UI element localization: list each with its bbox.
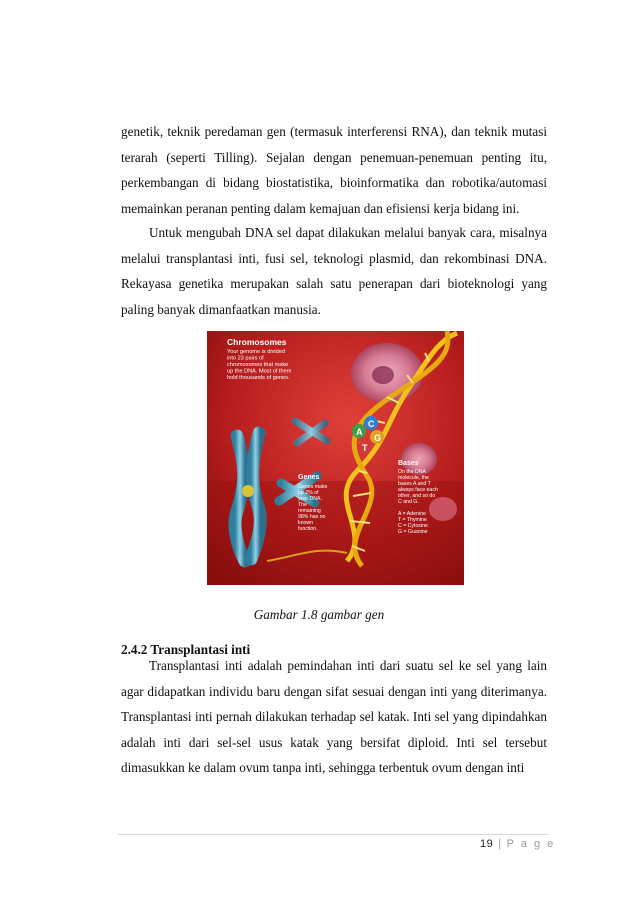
chromosomes-text-line: hold thousands of genes.: [227, 375, 290, 381]
genes-text-line: your DNA.: [298, 496, 322, 502]
page-number: 19: [480, 838, 494, 850]
genes-text-line: function.: [298, 526, 318, 532]
footer-separator: |: [498, 838, 502, 850]
chromosomes-title: Chromosomes: [227, 337, 287, 347]
bases-legend-line: T = Thymine: [398, 517, 427, 523]
paragraph-dna-methods: [121, 220, 547, 322]
paragraph-dna-methods-text: Untuk mengubah DNA sel dapat dilakukan melalui banyak cara, misalnya melalui transplantasi inti, fusi sel, teknologi plasmid, dan rekombinasi DNA. Rekayasa genetika merupakan salah satu penerapan dari bioteknologi yang paling banyak dimanfaatkan manusia.: [121, 225, 547, 317]
chromosomes-text-line: up the DNA. Most of them: [227, 368, 292, 375]
base-a-letter: A: [356, 427, 363, 437]
bases-title: Bases: [398, 460, 419, 467]
chromosomes-text-line: chromosomes that make: [227, 362, 289, 368]
base-t-letter: T: [362, 443, 368, 453]
chromosomes-text-line: Your genome is divided: [227, 349, 285, 355]
paragraph-intro: genetik, teknik peredaman gen (termasuk interferensi RNA), dan teknik mutasi terarah (seperti Tilling). Sejalan dengan penemuan-penemuan penting itu, perkembangan di bidang biostatistika, bioinformatika dan robotika/automasi memainkan peranan penting dalam kemajuan dan efisiensi kerja bidang ini.: [121, 124, 547, 216]
figure-caption: Gambar 1.8 gambar gen: [253, 607, 385, 622]
genes-text-line: remaining: [298, 508, 321, 514]
genes-text-line: up 2% of: [298, 490, 319, 496]
section-heading: 2.4.2 Transplantasi inti: [121, 642, 251, 657]
base-g-letter: G: [374, 433, 382, 443]
bases-legend-line: A = Adenine: [398, 511, 426, 517]
genes-title: Genes: [298, 474, 320, 481]
genes-text-line: 98% has no: [298, 514, 326, 520]
genes-text-line: The: [298, 502, 307, 508]
bases-legend-line: G = Guanine: [398, 529, 428, 535]
bases-text-line: other, and so do: [398, 493, 436, 499]
bases-text-line: always face each: [398, 487, 438, 493]
bases-text-line: molecule, the: [398, 475, 429, 481]
gene-illustration: [207, 331, 464, 585]
bases-text-line: bases A and T: [398, 481, 431, 487]
footer-divider: [118, 834, 548, 835]
paragraph-transplantation-text: Transplantasi inti adalah pemindahan inti dari suatu sel ke sel yang lain agar didapatkan individu baru dengan sifat sesuai dengan inti yang diterimanya. Transplantasi inti pernah dilakukan terhadap sel katak. Inti sel yang dipindahkan adalah inti dari sel-sel usus katak yang bersifat diploid. Inti sel tersebut dimasukkan ke dalam ovum tanpa inti, sehingga terbentuk ovum dengan inti: [121, 658, 547, 775]
genes-text-line: known: [298, 520, 313, 526]
base-c-letter: C: [368, 419, 375, 429]
gene-figure: [207, 331, 464, 585]
genes-text-line: Genes make: [298, 484, 328, 490]
bases-text-line: On the DNA: [398, 469, 426, 475]
bases-text-line: C and G.: [398, 499, 419, 505]
page-label: P a g e: [506, 838, 556, 850]
page-footer: [480, 838, 555, 850]
paragraph-transplantation: [121, 653, 547, 781]
bases-legend-line: C = Cytosine: [398, 523, 428, 529]
chromosomes-text-line: into 23 pairs of: [227, 355, 264, 362]
